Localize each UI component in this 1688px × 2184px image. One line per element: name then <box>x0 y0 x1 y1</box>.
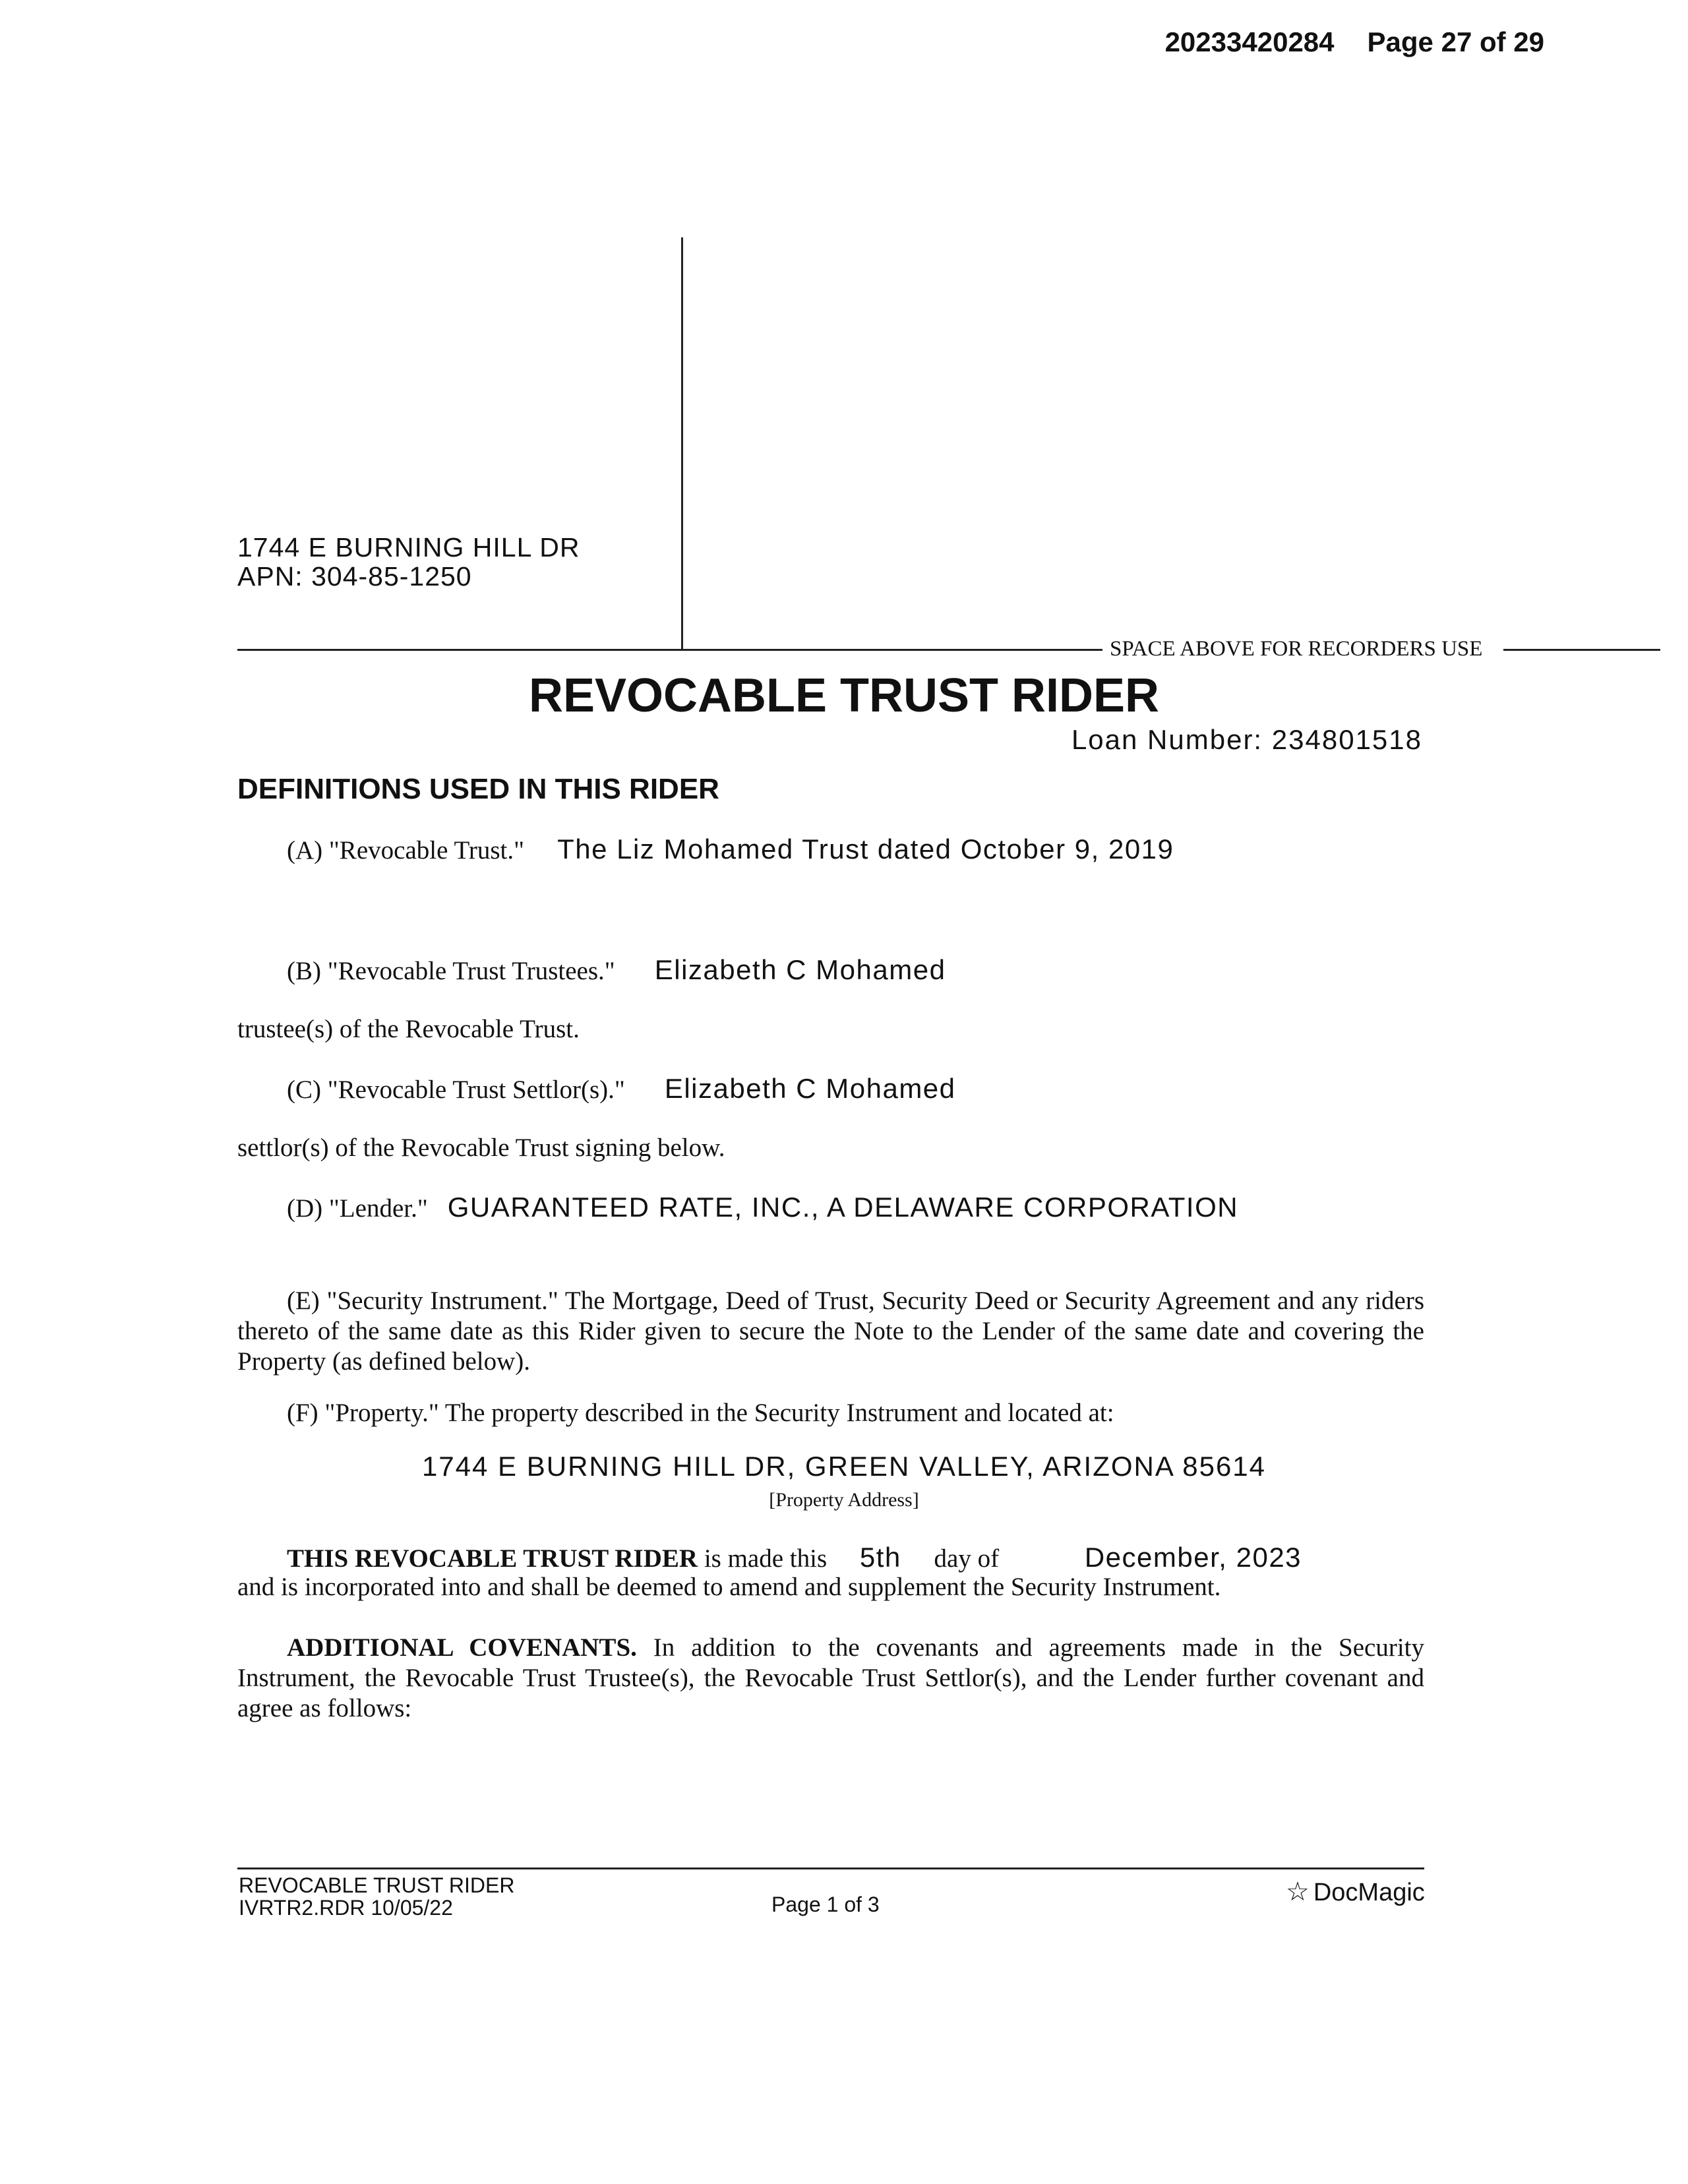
recorder-space-rule <box>237 637 1483 663</box>
footer-form-name: REVOCABLE TRUST RIDER <box>239 1873 515 1897</box>
definition-e-text: (E) "Security Instrument." The Mortgage, Deed of Trust, Security Deed or Security Agreement and any riders thereto of the same date as this Rider given to secure the Note to the Lender of the same date and covering the Property (as defined below). <box>237 1287 1424 1376</box>
rule-middle <box>864 649 1102 651</box>
definition-b <box>287 955 946 986</box>
definition-a <box>287 834 1174 866</box>
rider-day: 5th <box>859 1542 901 1573</box>
definition-d-value: GUARANTEED RATE, INC., A DELAWARE CORPORATION <box>447 1192 1239 1223</box>
definition-c-value: Elizabeth C Mohamed <box>664 1073 956 1104</box>
definition-d <box>287 1192 1238 1224</box>
footer-page-number: Page 1 of 3 <box>771 1893 880 1916</box>
document-title: REVOCABLE TRUST RIDER <box>528 669 1160 722</box>
return-address-block <box>237 533 580 591</box>
rider-incorporation-line: and is incorporated into and shall be deemed to amend and supplement the Security Instrument. <box>237 1573 1221 1601</box>
property-address-caption: [Property Address] <box>769 1489 919 1511</box>
rider-month-year: December, 2023 <box>1084 1542 1302 1573</box>
definition-a-label: (A) "Revocable Trust." <box>287 836 525 864</box>
definitions-heading: DEFINITIONS USED IN THIS RIDER <box>237 773 719 805</box>
recorder-divider-line <box>681 237 683 650</box>
apn-line: APN: 304-85-1250 <box>237 561 472 592</box>
definition-a-value: The Liz Mohamed Trust dated October 9, 2019 <box>557 834 1174 864</box>
recording-stamp <box>1165 26 1544 58</box>
definition-b-label: (B) "Revocable Trust Trustees." <box>287 957 615 985</box>
additional-covenants <box>237 1633 1424 1724</box>
definition-b-tail: trustee(s) of the Revocable Trust. <box>237 1015 580 1043</box>
definition-e <box>237 1286 1424 1377</box>
page-counter: Page 27 of 29 <box>1367 26 1544 57</box>
rule-left <box>237 649 864 651</box>
rider-date-lead: THIS REVOCABLE TRUST RIDER <box>287 1544 698 1573</box>
rule-right <box>1503 649 1660 651</box>
rider-date-made: is made this <box>704 1544 828 1573</box>
footer-rule <box>237 1867 1424 1869</box>
property-address: 1744 E BURNING HILL DR, GREEN VALLEY, ARIZONA 85614 <box>421 1451 1267 1482</box>
rider-date-line <box>287 1542 1302 1573</box>
footer-form-info <box>239 1874 514 1919</box>
recorder-space-label: SPACE ABOVE FOR RECORDERS USE <box>1110 637 1483 661</box>
covenants-text: In addition to the covenants and agreements made in the Security Instrument, the Revocable Trust Trustee(s), the Revocable Trust Settlor(s), and the Lender further covenant and agree as follows: <box>237 1633 1424 1722</box>
footer-form-code: IVRTR2.RDR 10/05/22 <box>239 1896 453 1920</box>
definition-d-label: (D) "Lender." <box>287 1194 428 1223</box>
loan-number: Loan Number: 234801518 <box>1071 724 1422 755</box>
covenants-lead: ADDITIONAL COVENANTS. <box>287 1633 637 1662</box>
return-address-line: 1744 E BURNING HILL DR <box>237 532 580 562</box>
definition-c-label: (C) "Revocable Trust Settlor(s)." <box>287 1076 625 1104</box>
footer-brand-name: DocMagic <box>1313 1879 1425 1906</box>
star-outline-icon: ☆ <box>1286 1877 1310 1906</box>
document-number: 20233420284 <box>1164 26 1335 57</box>
definition-b-value: Elizabeth C Mohamed <box>654 954 946 985</box>
definition-c-tail: settlor(s) of the Revocable Trust signing below. <box>237 1134 725 1162</box>
definition-c <box>287 1074 956 1105</box>
definition-f: (F) "Property." The property described in the Security Instrument and located at: <box>287 1399 1114 1427</box>
rider-day-of: day of <box>934 1544 1000 1573</box>
footer-brand <box>1286 1877 1425 1907</box>
